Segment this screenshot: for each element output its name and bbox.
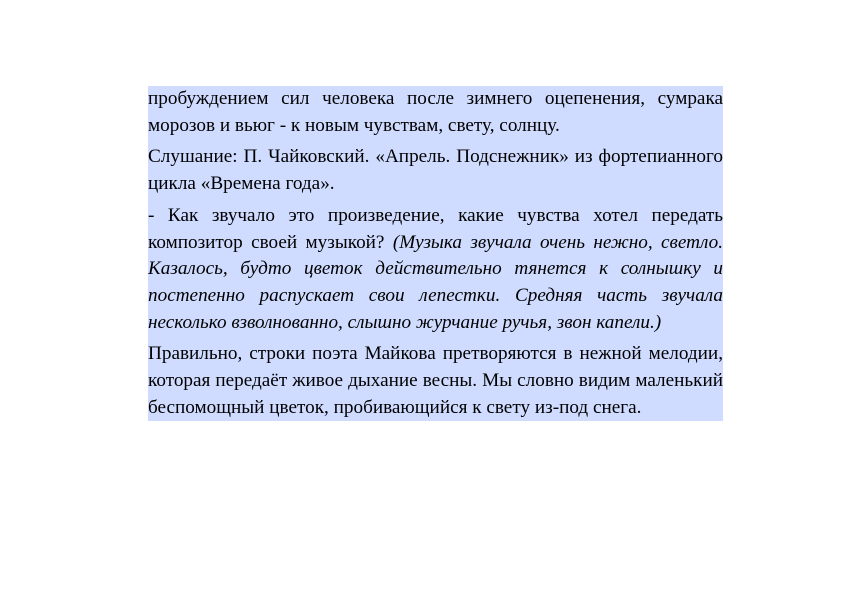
paragraph-question [148, 203, 723, 337]
paragraph-intro: пробуждением сил человека после зимнего оцепенения, сумрака морозов и вьюг - к новым чувствам, свету, солнцу. [148, 88, 723, 136]
answer-text: (Музыка звучала очень нежно, светло. Казалось, будто цветок действительно тянется к солнышку и постепенно распускает свои лепестки. Средняя часть звучала несколько взволнованно, слышно журчание ручья, звон капели.) [148, 231, 723, 333]
text-block [148, 86, 723, 421]
paragraph-conclusion: Правильно, строки поэта Майкова претворяются в нежной мелодии, которая передаёт живое дыхание весны. Мы словно видим маленький беспомощный цветок, пробивающийся к свету из-под снега. [148, 343, 723, 418]
question-text: - Как звучало это произведение, какие чувства хотел передать композитор своей музыкой? [148, 204, 723, 253]
paragraph-listening: Слушание: П. Чайковский. «Апрель. Подснежник» из фортепианного цикла «Времена года». [148, 146, 723, 195]
